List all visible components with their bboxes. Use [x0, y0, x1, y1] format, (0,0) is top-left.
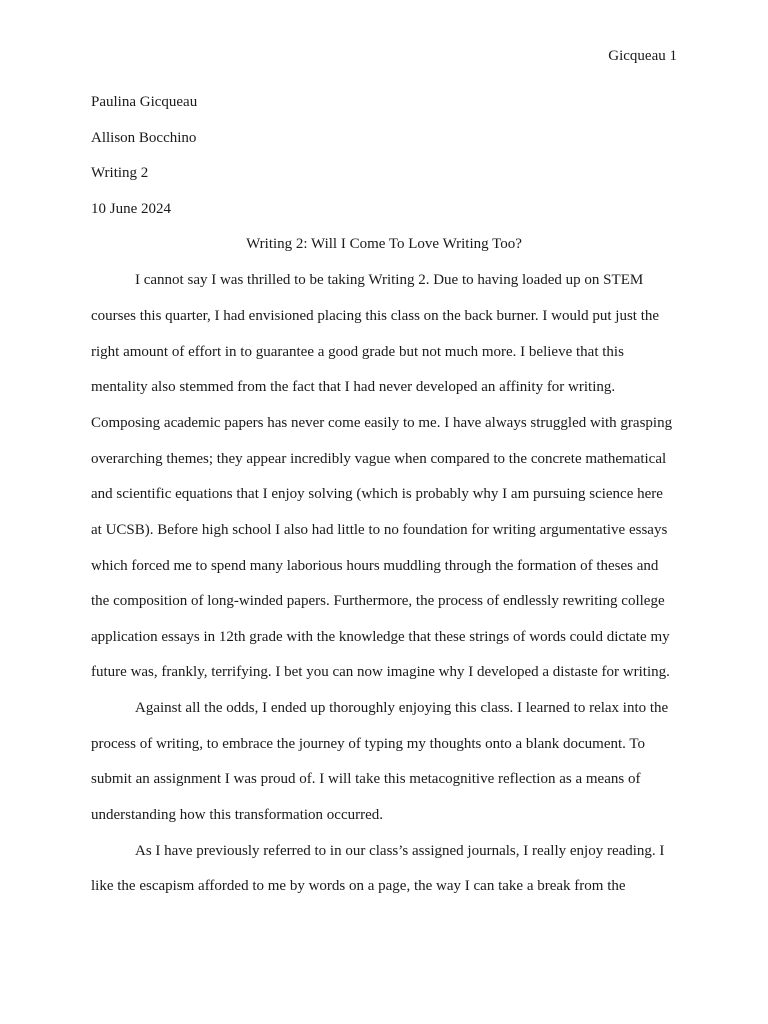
paragraph-1-line: overarching themes; they appear incredibly vague when compared to the concrete mathematical [91, 451, 667, 467]
paragraph-1-line: Composing academic papers has never come easily to me. I have always struggled with grasping [91, 415, 673, 431]
running-header-page-number: Gicqueau 1 [608, 48, 677, 64]
paragraph-1-line: at UCSB). Before high school I also had little to no foundation for writing argumentative essays [91, 522, 668, 538]
mla-heading [91, 92, 677, 234]
course-name: Writing 2 [91, 165, 149, 181]
paragraph-3-line: As I have previously referred to in our class’s assigned journals, I really enjoy reading. I [135, 843, 665, 859]
paragraph-1-line: right amount of effort in to guarantee a good grade but not much more. I believe that this [91, 344, 624, 360]
paragraph-1-line: application essays in 12th grade with the knowledge that these strings of words could dictate my [91, 629, 670, 645]
paragraph-1-line: mentality also stemmed from the fact that I had never developed an affinity for writing. [91, 379, 616, 395]
paragraph-2-line: process of writing, to embrace the journey of typing my thoughts onto a blank document. To [91, 736, 645, 752]
paragraph-2-line: submit an assignment I was proud of. I will take this metacognitive reflection as a means of [91, 771, 641, 787]
instructor-name: Allison Bocchino [91, 129, 197, 146]
paragraph-2-line: understanding how this transformation occurred. [91, 807, 384, 823]
paragraph-1-line: courses this quarter, I had envisioned placing this class on the back burner. I would put just the [91, 308, 660, 324]
paragraph-1-line: I cannot say I was thrilled to be taking Writing 2. Due to having loaded up on STEM [135, 272, 644, 288]
paragraph-1-line: which forced me to spend many laborious hours muddling through the formation of theses and [91, 558, 659, 574]
paragraph-1-line: the composition of long-winded papers. Furthermore, the process of endlessly rewriting college [91, 593, 665, 609]
essay-title: Writing 2: Will I Come To Love Writing Too? [246, 236, 522, 252]
date: 10 June 2024 [91, 200, 171, 217]
paragraph-1-line: future was, frankly, terrifying. I bet you can now imagine why I developed a distaste for writing. [91, 664, 670, 680]
paragraph-1-line: and scientific equations that I enjoy solving (which is probably why I am pursuing science here [91, 486, 663, 502]
paragraph-3-line: like the escapism afforded to me by words on a page, the way I can take a break from the [91, 878, 626, 894]
paragraph-2-line: Against all the odds, I ended up thoroughly enjoying this class. I learned to relax into the [135, 700, 669, 716]
author-name: Paulina Gicqueau [91, 94, 198, 110]
